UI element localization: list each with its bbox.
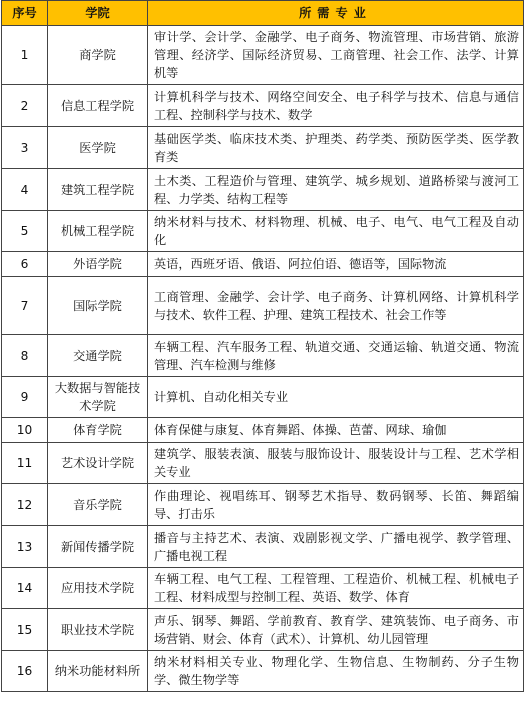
row-major: 车辆工程、电气工程、工程管理、工程造价、机械工程、机械电子工程、材料成型与控制工程、英语、数学、体育 <box>148 568 524 609</box>
row-idx: 13 <box>2 526 48 568</box>
row-college: 应用技术学院 <box>48 568 148 609</box>
table-row <box>2 277 524 335</box>
row-idx: 2 <box>2 85 48 127</box>
row-major: 计算机科学与技术、网络空间安全、电子科学与技术、信息与通信工程、控制科学与技术、数学 <box>148 85 524 127</box>
table-body <box>2 26 524 692</box>
row-college: 国际学院 <box>48 277 148 335</box>
table-row <box>2 484 524 526</box>
row-idx: 16 <box>2 651 48 692</box>
row-idx: 4 <box>2 169 48 211</box>
row-major: 工商管理、金融学、会计学、电子商务、计算机网络、计算机科学与技术、软件工程、护理、建筑工程技术、社会工作等 <box>148 277 524 335</box>
row-college: 外语学院 <box>48 252 148 277</box>
row-idx: 8 <box>2 335 48 377</box>
row-major: 审计学、会计学、金融学、电子商务、物流管理、市场营销、旅游管理、经济学、国际经济贸易、工商管理、社会工作、法学、计算机等 <box>148 26 524 85</box>
row-major: 土木类、工程造价与管理、建筑学、城乡规划、道路桥梁与渡河工程、力学类、结构工程等 <box>148 169 524 211</box>
row-major: 车辆工程、汽车服务工程、轨道交通、交通运输、轨道交通、物流管理、汽车检测与维修 <box>148 335 524 377</box>
table-row <box>2 26 524 85</box>
table-row <box>2 443 524 484</box>
row-idx: 12 <box>2 484 48 526</box>
header-row <box>2 1 524 26</box>
row-college: 机械工程学院 <box>48 211 148 252</box>
row-college: 音乐学院 <box>48 484 148 526</box>
header-college: 学院 <box>48 1 148 26</box>
table-row <box>2 609 524 651</box>
majors-table <box>1 0 524 692</box>
row-major: 计算机、自动化相关专业 <box>148 377 524 418</box>
table-row <box>2 526 524 568</box>
row-major: 英语，西班牙语、俄语、阿拉伯语、德语等，国际物流 <box>148 252 524 277</box>
table-row <box>2 85 524 127</box>
row-college: 商学院 <box>48 26 148 85</box>
table-row <box>2 377 524 418</box>
row-idx: 1 <box>2 26 48 85</box>
table-row <box>2 651 524 692</box>
row-major: 基础医学类、临床技术类、护理类、药学类、预防医学类、医学教育类 <box>148 127 524 169</box>
row-idx: 9 <box>2 377 48 418</box>
table-header <box>2 1 524 26</box>
row-major: 体育保健与康复、体育舞蹈、体操、芭蕾、网球、瑜伽 <box>148 418 524 443</box>
row-college: 艺术设计学院 <box>48 443 148 484</box>
row-idx: 3 <box>2 127 48 169</box>
table-row <box>2 127 524 169</box>
row-college: 建筑工程学院 <box>48 169 148 211</box>
row-college: 大数据与智能技术学院 <box>48 377 148 418</box>
row-idx: 10 <box>2 418 48 443</box>
row-major: 作曲理论、视唱练耳、钢琴艺术指导、数码钢琴、长笛、舞蹈编导、打击乐 <box>148 484 524 526</box>
row-college: 纳米功能材料所 <box>48 651 148 692</box>
row-major: 建筑学、服装表演、服装与服饰设计、服装设计与工程、艺术学相关专业 <box>148 443 524 484</box>
row-college: 交通学院 <box>48 335 148 377</box>
row-idx: 11 <box>2 443 48 484</box>
row-idx: 5 <box>2 211 48 252</box>
row-college: 新闻传播学院 <box>48 526 148 568</box>
row-idx: 6 <box>2 252 48 277</box>
row-college: 信息工程学院 <box>48 85 148 127</box>
row-major: 纳米材料相关专业、物理化学、生物信息、生物制药、分子生物学、微生物学等 <box>148 651 524 692</box>
row-college: 职业技术学院 <box>48 609 148 651</box>
row-idx: 15 <box>2 609 48 651</box>
table-row <box>2 418 524 443</box>
row-major: 播音与主持艺术、表演、戏剧影视文学、广播电视学、教学管理、广播电视工程 <box>148 526 524 568</box>
table-row <box>2 211 524 252</box>
header-idx: 序号 <box>2 1 48 26</box>
header-major: 所需专业 <box>148 1 524 26</box>
row-major: 纳米材料与技术、材料物理、机械、电子、电气、电气工程及自动化 <box>148 211 524 252</box>
table-row <box>2 335 524 377</box>
table-row <box>2 252 524 277</box>
table-row <box>2 568 524 609</box>
table-row <box>2 169 524 211</box>
row-idx: 7 <box>2 277 48 335</box>
row-college: 体育学院 <box>48 418 148 443</box>
row-major: 声乐、钢琴、舞蹈、学前教育、教育学、建筑装饰、电子商务、市场营销、财会、体育（武术）、计算机、幼儿园管理 <box>148 609 524 651</box>
row-idx: 14 <box>2 568 48 609</box>
row-college: 医学院 <box>48 127 148 169</box>
